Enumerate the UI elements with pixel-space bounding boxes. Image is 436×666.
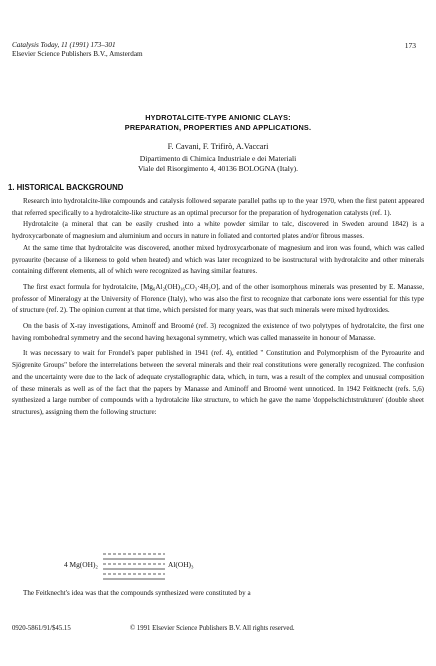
copyright-notice: © 1991 Elsevier Science Publishers B.V. All rights reserved. [130, 625, 295, 632]
paper-title-line-1: HYDROTALCITE-TYPE ANIONIC CLAYS: [145, 113, 291, 122]
journal-citation: Catalysis Today, 11 (1991) 173–301 [12, 41, 116, 49]
paper-title-line-2: PREPARATION, PROPERTIES AND APPLICATIONS. [124, 123, 312, 132]
affiliation-line-2: Viale del Risorgimento 4, 40136 BOLOGNA (Italy). [137, 164, 299, 173]
paragraph: At the same time that hydrotalcite was discovered, another mixed hydroxycarbonate of magnesium and iron was found, which was called pyroaurite (because of a likeness to gold when heated) and which was later recognized to be isostructural with hydrotalcite and other minerals containing different elements, all of which were recognized as having similar features. [12, 243, 424, 276]
paragraph: It was necessary to wait for Frondel's paper published in 1941 (ref. 4), entitled " Constitution and Polymorphism of the Pyroaurite and Sjögrenite Groups" before the interrelations between the several minerals and their real constitutions were generally recognized. The confusion and the uncertainty were due to the lack of adequate crystallographic data, which, in turn, was a result of the complex and unusual composition of these minerals as well as of the fact that the papers by Manasse and Aminoff and Broomé went unnoticed. In 1942 Feitknecht (refs. 5,6) synthesized a large number of compounds with a hydrotalcite like structure, to which he gave the name 'doppelschichtstrukturen' (double sheet structures), assigning them the following structure: [12, 349, 424, 416]
section-heading: 1. HISTORICAL BACKGROUND [8, 183, 124, 192]
issn-code: 0920-5861/91/$45.15 [12, 625, 71, 632]
closing-text [12, 588, 424, 600]
structure-left-formula: 4 Mg(OH)₂ [64, 560, 98, 569]
structure-right-formula: Al(OH)₃ [168, 560, 194, 569]
page-number: 173 [404, 41, 416, 50]
paragraph: On the basis of X-ray investigations, Aminoff and Broomé (ref. 3) recognized the existence of two polytypes of hydrotalcite, the first one having rombohedral symmetry and the second having hexagonal symmetry, which was called manasseite in honour of Manasse. [12, 322, 424, 342]
paragraph: The Feitknecht's idea was that the compounds synthesized were constituted by a [23, 589, 251, 597]
affiliation-line-1: Dipartimento di Chimica Industriale e dei Materiali [139, 154, 297, 163]
paragraph: Research into hydrotalcite-like compounds and catalysis followed separate parallel paths up to the year 1970, when the first patent appeared that referred specifically to a hydrotalcite-like structure as an optimal precursor for the preparation of hydrogenation catalysts (ref. 1). [12, 197, 424, 217]
publisher-line: Elsevier Science Publishers B.V., Amsterdam [12, 50, 143, 58]
authors: F. Cavani, F. Trifirò, A.Vaccari [167, 142, 269, 151]
body-text [12, 196, 424, 419]
paragraph: Hydrotalcite (a mineral that can be easily crushed into a white powder similar to talc, discovered in Sweden around 1842) is a hydroxycarbonate of magnesium and aluminium and occurs in nature in foliated and contorted plates and/or fibrous masses. [12, 220, 424, 241]
paragraph: The first exact formula for hydrotalcite, [Mg₆Al₂(OH)₁₆CO₃·4H₂O], and of the other isomorphous minerals was presented by E. Manasse, professor of Mineralogy at the University of Florence (Italy), who was also the first to recognize that carbonate ions were essential for this type of structure (ref. 2). The opinion current at that time, which persisted for many years, was that such minerals were mixed hydroxides. [12, 282, 424, 315]
